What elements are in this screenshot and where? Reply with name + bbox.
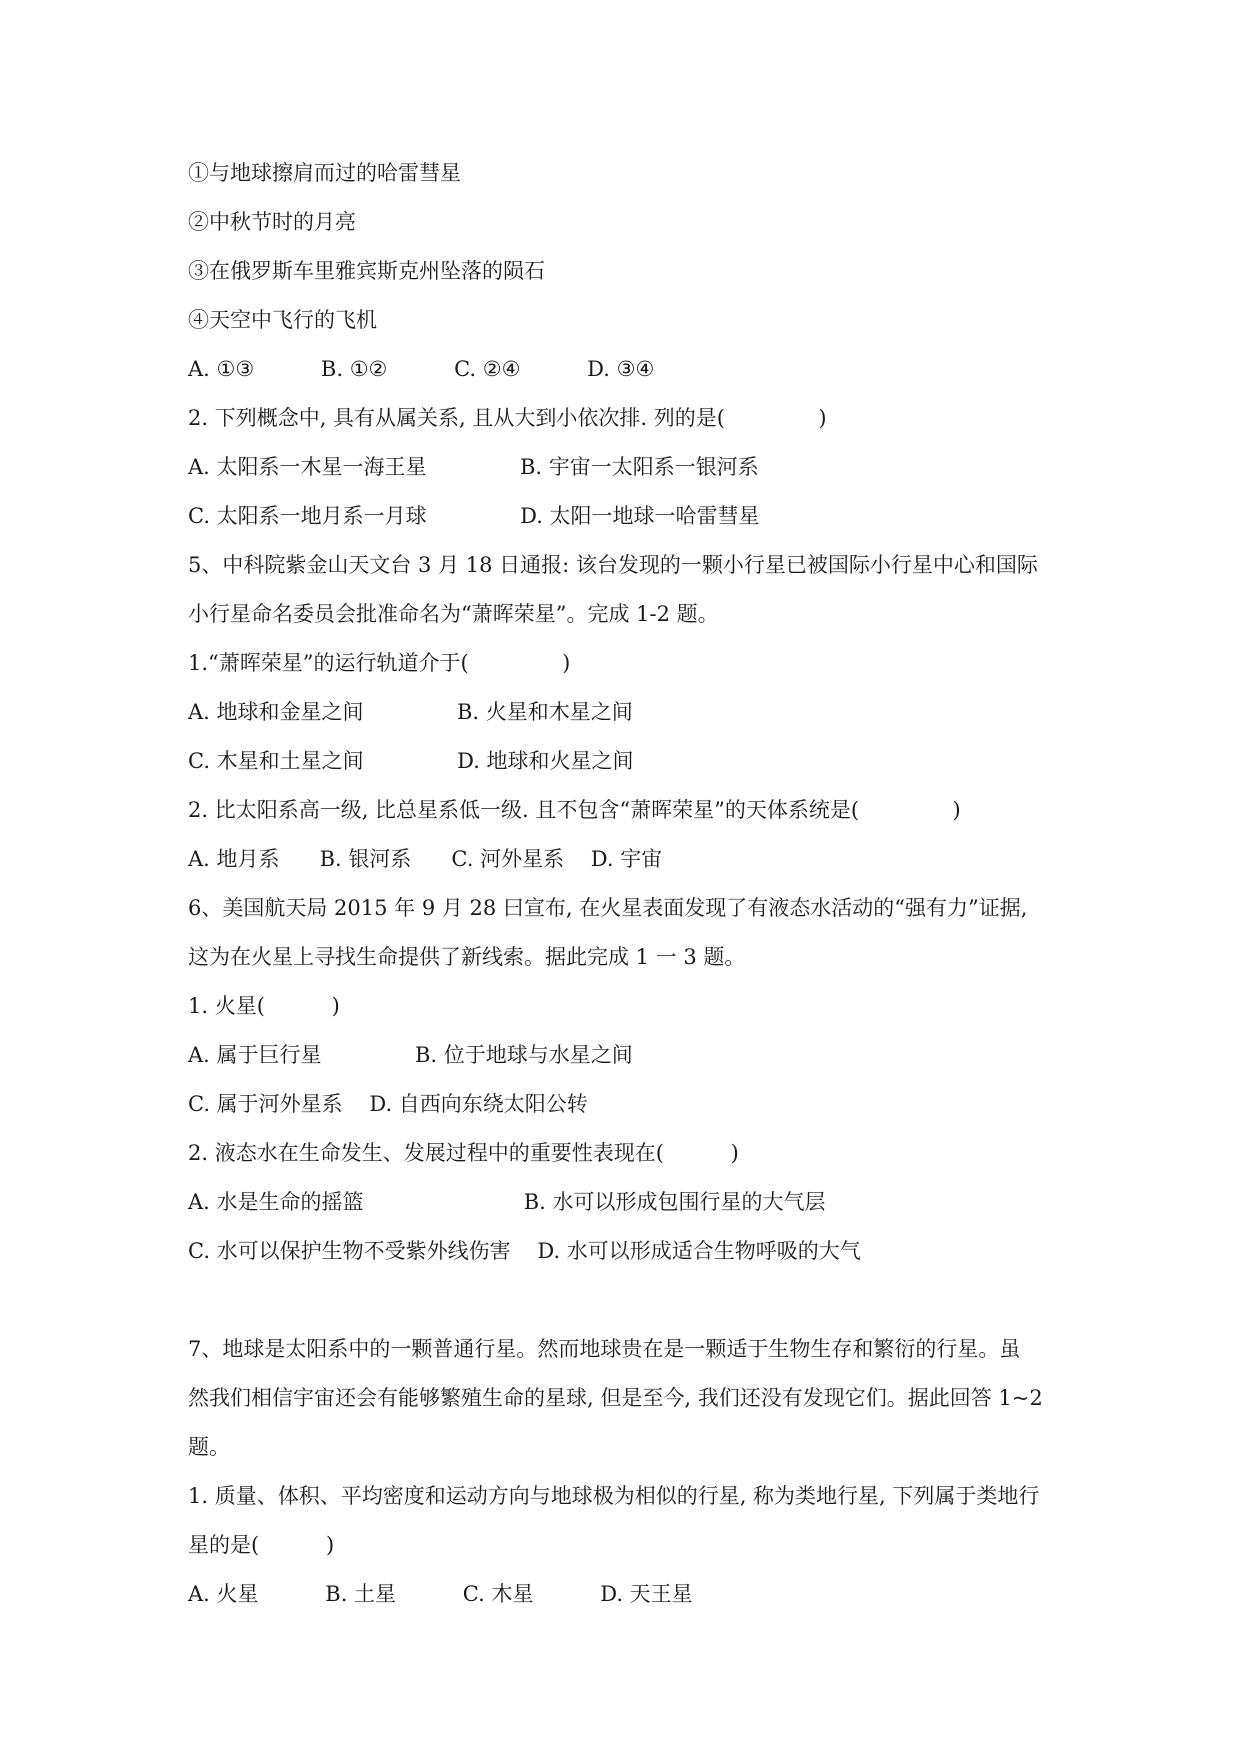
options-line: A. 地月系 B. 银河系 C. 河外星系 D. 宇宙 [188, 847, 663, 871]
question-line: 2. 下列概念中, 具有从属关系, 且从大到小依次排. 列的是( ) [188, 406, 827, 430]
section-line: 然我们相信宇宙还会有能够繁殖生命的星球, 但是至今, 我们还没有发现它们。据此回答 1~2 [188, 1386, 1043, 1410]
options-line: A. 火星 B. 土星 C. 木星 D. 天王星 [188, 1582, 693, 1606]
section-line: 题。 [188, 1435, 230, 1459]
options-line: C. 太阳系一地月系一月球 D. 太阳一地球一哈雷彗星 [188, 504, 760, 528]
text-line: ④天空中飞行的飞机 [188, 308, 377, 332]
question-line: 2. 液态水在生命发生、发展过程中的重要性表现在( ) [188, 1141, 739, 1165]
text-line: ②中秋节时的月亮 [188, 210, 356, 234]
options-line: A. 属于巨行星 B. 位于地球与水星之间 [188, 1043, 633, 1067]
question-line: 星的是( ) [188, 1533, 335, 1557]
section-line: 6、美国航天局 2015 年 9 月 28 曰宣布, 在火星表面发现了有液态水活动的“强有力”证据, [188, 896, 1028, 920]
section-line: 7、地球是太阳系中的一颗普通行星。然而地球贵在是一颗适于生物生存和繁衍的行星。虽 [188, 1337, 1021, 1361]
options-line: C. 木星和土星之间 D. 地球和火星之间 [188, 749, 634, 773]
options-line: A. ①③ B. ①② C. ②④ D. ③④ [188, 357, 655, 381]
section-line: 小行星命名委员会批准命名为“萧晖荣星”。完成 1-2 题。 [188, 602, 719, 626]
text-line: ③在俄罗斯车里雅宾斯克州坠落的陨石 [188, 259, 545, 283]
question-line: 2. 比太阳系高一级, 比总星系低一级. 且不包含“萧晖荣星”的天体系统是( ) [188, 798, 961, 822]
section-line: 这为在火星上寻找生命提供了新线索。据此完成 1 一 3 题。 [188, 945, 746, 969]
options-line: C. 水可以保护生物不受紫外线伤害 D. 水可以形成适合生物呼吸的大气 [188, 1239, 861, 1263]
options-line: A. 水是生命的摇篮 B. 水可以形成包围行星的大气层 [188, 1190, 826, 1214]
options-line: A. 太阳系一木星一海王星 B. 宇宙一太阳系一银河系 [188, 455, 759, 479]
question-line: 1. 火星( ) [188, 994, 340, 1018]
text-line: ①与地球擦肩而过的哈雷彗星 [188, 161, 461, 185]
options-line: C. 属于河外星系 D. 自西向东绕太阳公转 [188, 1092, 588, 1116]
question-line: 1. 质量、体积、平均密度和运动方向与地球极为相似的行星, 称为类地行星, 下列属于类地行 [188, 1484, 1040, 1508]
options-line: A. 地球和金星之间 B. 火星和木星之间 [188, 700, 633, 724]
question-line: 1.“萧晖荣星”的运行轨道介于( ) [188, 651, 571, 675]
section-line: 5、中科院紫金山天文台 3 月 18 日通报: 该台发现的一颗小行星已被国际小行星中心和国际 [188, 553, 1038, 577]
